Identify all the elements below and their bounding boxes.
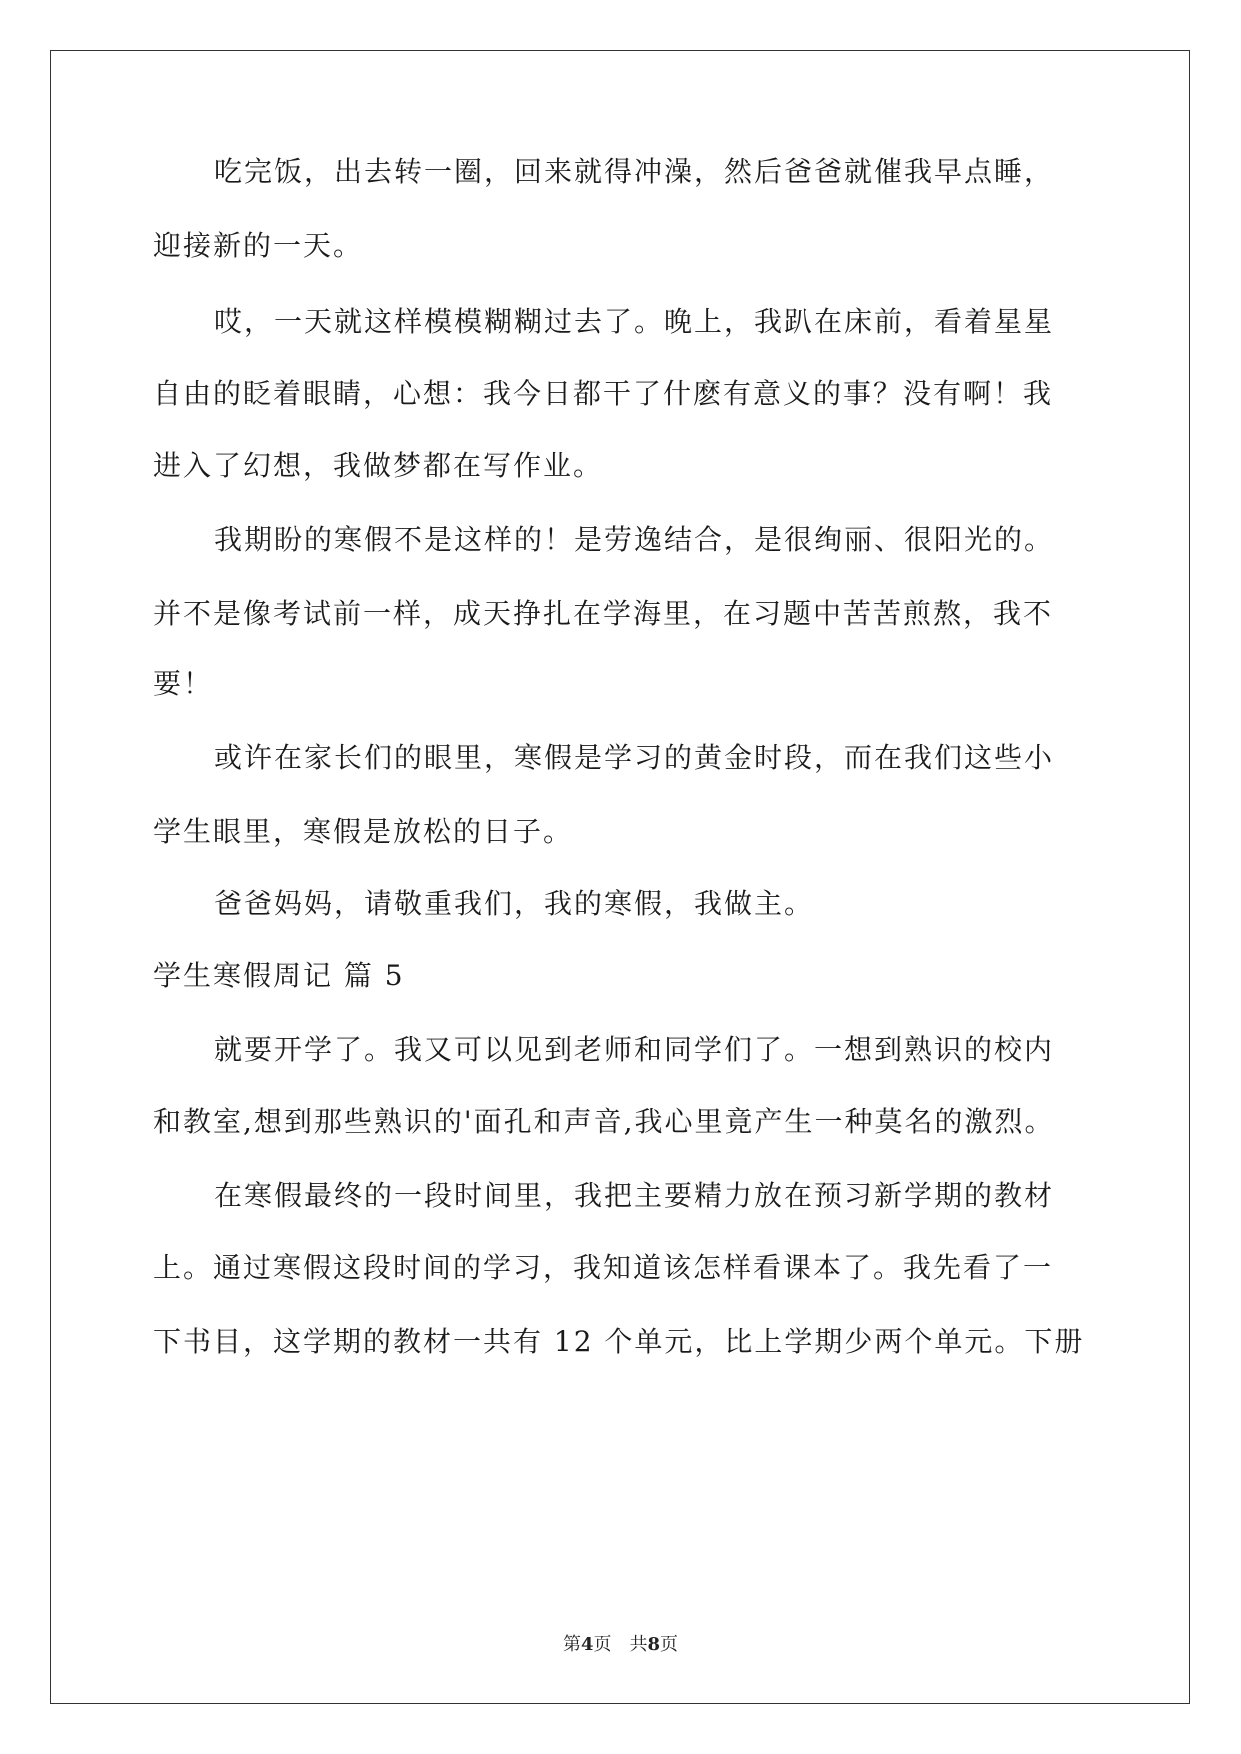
paragraph-line: 要！	[153, 667, 214, 700]
paragraph-line: 自由的眨着眼睛，心想：我今日都干了什麽有意义的事？没有啊！我	[153, 377, 1054, 410]
page-footer	[0, 1633, 1241, 1657]
paragraph-line: 哎，一天就这样模模糊糊过去了。晚上，我趴在床前，看着星星	[214, 305, 1055, 338]
section-heading: 学生寒假周记 篇 5	[153, 959, 405, 992]
paragraph-line: 进入了幻想，我做梦都在写作业。	[153, 449, 604, 482]
paragraph-line: 就要开学了。我又可以见到老师和同学们了。一想到熟识的校内	[214, 1033, 1055, 1066]
paragraph-line: 迎接新的一天。	[153, 229, 364, 262]
paragraph-line: 上。通过寒假这段时间的学习，我知道该怎样看课本了。我先看了一	[153, 1251, 1054, 1284]
paragraph-line: 下书目，这学期的教材一共有 12 个单元，比上学期少两个单元。下册	[153, 1325, 1085, 1358]
footer-suffix: 页	[660, 1634, 679, 1655]
paragraph-line: 爸爸妈妈，请敬重我们，我的寒假，我做主。	[214, 887, 815, 920]
page-border	[50, 50, 1190, 1704]
paragraph-line: 吃完饭，出去转一圈，回来就得冲澡，然后爸爸就催我早点睡，	[214, 155, 1055, 188]
paragraph-line: 学生眼里，寒假是放松的日子。	[153, 815, 574, 848]
current-page-number: 4	[580, 1634, 594, 1655]
paragraph-line: 并不是像考试前一样，成天挣扎在学海里，在习题中苦苦煎熬，我不	[153, 597, 1054, 630]
paragraph-line: 或许在家长们的眼里，寒假是学习的黄金时段，而在我们这些小	[214, 741, 1055, 774]
paragraph-line: 在寒假最终的一段时间里，我把主要精力放在预习新学期的教材	[214, 1179, 1055, 1212]
footer-mid: 页 共	[593, 1634, 648, 1655]
total-page-count: 8	[647, 1634, 661, 1655]
footer-prefix: 第	[562, 1634, 581, 1655]
paragraph-line: 和教室,想到那些熟识的'面孔和声音,我心里竟产生一种莫名的激烈。	[153, 1105, 1055, 1138]
paragraph-line: 我期盼的寒假不是这样的！是劳逸结合，是很绚丽、很阳光的。	[214, 523, 1055, 556]
